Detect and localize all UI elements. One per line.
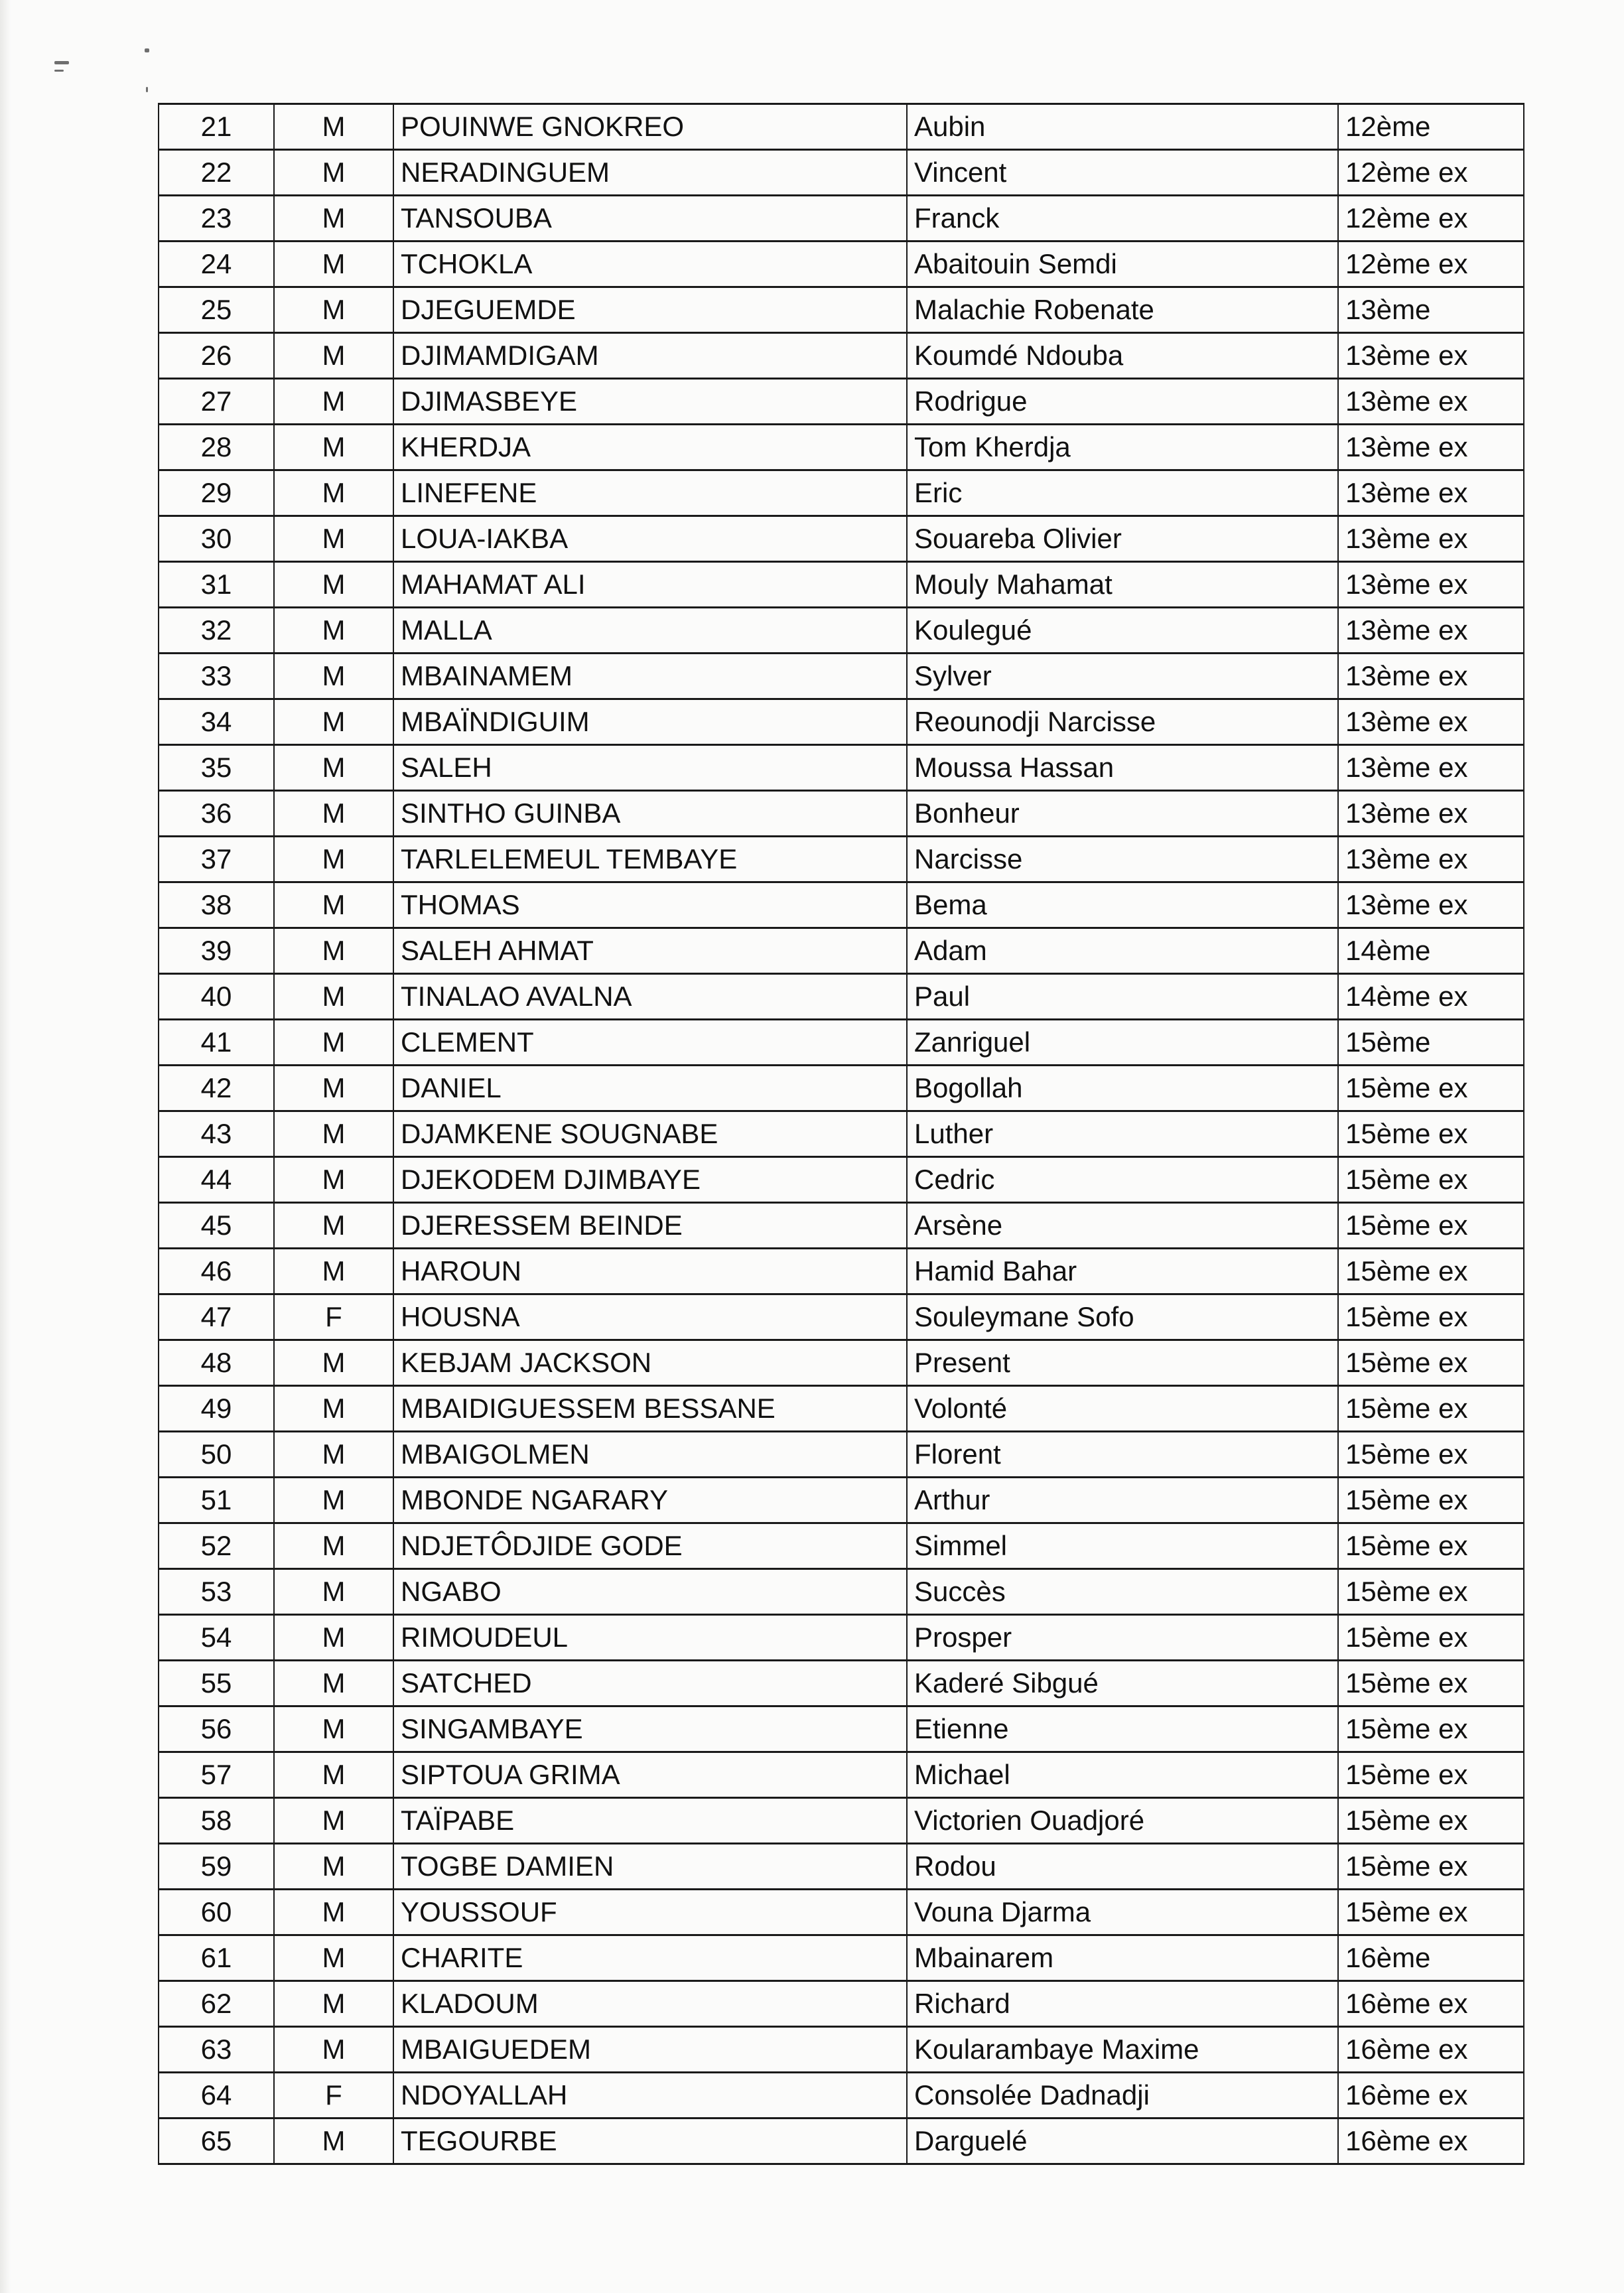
table-row (159, 1844, 1524, 1890)
table-row (159, 1157, 1524, 1203)
cell-rank: 15ème ex (1338, 1111, 1524, 1157)
cell-last-name: TOGBE DAMIEN (393, 1844, 907, 1890)
table-row (159, 104, 1524, 150)
cell-first-name: Victorien Ouadjoré (907, 1798, 1338, 1844)
table-row (159, 150, 1524, 196)
cell-rank: 13ème ex (1338, 791, 1524, 837)
cell-number: 27 (159, 379, 274, 425)
cell-number: 65 (159, 2119, 274, 2164)
cell-rank: 16ème (1338, 1935, 1524, 1981)
table-row (159, 882, 1524, 928)
cell-rank: 16ème ex (1338, 1981, 1524, 2027)
cell-rank: 15ème ex (1338, 1752, 1524, 1798)
cell-rank: 12ème ex (1338, 196, 1524, 242)
cell-number: 61 (159, 1935, 274, 1981)
scan-speck (146, 87, 148, 92)
cell-number: 24 (159, 242, 274, 287)
cell-rank: 13ème ex (1338, 654, 1524, 699)
cell-last-name: YOUSSOUF (393, 1890, 907, 1935)
cell-sex: M (274, 516, 393, 562)
cell-first-name: Eric (907, 470, 1338, 516)
cell-sex: M (274, 608, 393, 654)
table-row (159, 287, 1524, 333)
table-row (159, 470, 1524, 516)
cell-last-name: NERADINGUEM (393, 150, 907, 196)
cell-rank: 15ème ex (1338, 1661, 1524, 1706)
table-row (159, 1706, 1524, 1752)
cell-number: 46 (159, 1249, 274, 1294)
cell-sex: M (274, 1020, 393, 1066)
cell-last-name: TARLELEMEUL TEMBAYE (393, 837, 907, 882)
table-row (159, 1249, 1524, 1294)
cell-last-name: SINTHO GUINBA (393, 791, 907, 837)
cell-sex: M (274, 1386, 393, 1432)
cell-sex: M (274, 1752, 393, 1798)
cell-number: 55 (159, 1661, 274, 1706)
cell-rank: 15ème ex (1338, 1478, 1524, 1523)
cell-number: 37 (159, 837, 274, 882)
cell-last-name: TCHOKLA (393, 242, 907, 287)
cell-number: 34 (159, 699, 274, 745)
cell-number: 28 (159, 425, 274, 470)
cell-number: 51 (159, 1478, 274, 1523)
cell-number: 26 (159, 333, 274, 379)
cell-last-name: LINEFENE (393, 470, 907, 516)
cell-first-name: Narcisse (907, 837, 1338, 882)
cell-last-name: MBAÏNDIGUIM (393, 699, 907, 745)
cell-last-name: KLADOUM (393, 1981, 907, 2027)
cell-sex: M (274, 470, 393, 516)
cell-last-name: MBONDE NGARARY (393, 1478, 907, 1523)
cell-last-name: MBAIDIGUESSEM BESSANE (393, 1386, 907, 1432)
cell-rank: 13ème ex (1338, 333, 1524, 379)
cell-number: 29 (159, 470, 274, 516)
table-row (159, 425, 1524, 470)
cell-sex: M (274, 333, 393, 379)
table-row (159, 1066, 1524, 1111)
cell-sex: M (274, 1478, 393, 1523)
cell-sex: F (274, 2073, 393, 2119)
cell-rank: 15ème ex (1338, 1615, 1524, 1661)
table-row (159, 654, 1524, 699)
cell-last-name: MBAINAMEM (393, 654, 907, 699)
table-row (159, 1569, 1524, 1615)
cell-first-name: Sylver (907, 654, 1338, 699)
cell-sex: M (274, 1615, 393, 1661)
cell-first-name: Koumdé Ndouba (907, 333, 1338, 379)
scan-edge-shadow (0, 0, 11, 2293)
cell-rank: 15ème ex (1338, 1066, 1524, 1111)
cell-sex: M (274, 379, 393, 425)
cell-sex: M (274, 928, 393, 974)
cell-rank: 16ème ex (1338, 2027, 1524, 2073)
cell-rank: 15ème ex (1338, 1569, 1524, 1615)
cell-last-name: HAROUN (393, 1249, 907, 1294)
cell-rank: 15ème ex (1338, 1706, 1524, 1752)
cell-sex: M (274, 1157, 393, 1203)
cell-first-name: Mbainarem (907, 1935, 1338, 1981)
table-row (159, 1523, 1524, 1569)
cell-number: 41 (159, 1020, 274, 1066)
cell-rank: 15ème ex (1338, 1432, 1524, 1478)
table-row (159, 1661, 1524, 1706)
cell-sex: M (274, 974, 393, 1020)
cell-first-name: Volonté (907, 1386, 1338, 1432)
cell-number: 50 (159, 1432, 274, 1478)
cell-first-name: Aubin (907, 104, 1338, 150)
cell-rank: 15ème ex (1338, 1798, 1524, 1844)
table-row (159, 1890, 1524, 1935)
cell-number: 59 (159, 1844, 274, 1890)
cell-first-name: Consolée Dadnadji (907, 2073, 1338, 2119)
cell-rank: 15ème ex (1338, 1294, 1524, 1340)
cell-sex: M (274, 1249, 393, 1294)
cell-sex: M (274, 1844, 393, 1890)
cell-number: 36 (159, 791, 274, 837)
cell-rank: 15ème ex (1338, 1890, 1524, 1935)
cell-sex: M (274, 425, 393, 470)
cell-rank: 12ème ex (1338, 150, 1524, 196)
cell-rank: 15ème ex (1338, 1203, 1524, 1249)
cell-sex: M (274, 150, 393, 196)
cell-number: 42 (159, 1066, 274, 1111)
cell-last-name: MBAIGUEDEM (393, 2027, 907, 2073)
cell-sex: M (274, 562, 393, 608)
cell-number: 57 (159, 1752, 274, 1798)
cell-first-name: Souleymane Sofo (907, 1294, 1338, 1340)
cell-number: 49 (159, 1386, 274, 1432)
cell-first-name: Hamid Bahar (907, 1249, 1338, 1294)
cell-first-name: Tom Kherdja (907, 425, 1338, 470)
cell-rank: 13ème ex (1338, 837, 1524, 882)
cell-sex: M (274, 242, 393, 287)
cell-last-name: DANIEL (393, 1066, 907, 1111)
cell-sex: M (274, 1981, 393, 2027)
cell-first-name: Vincent (907, 150, 1338, 196)
cell-first-name: Richard (907, 1981, 1338, 2027)
cell-rank: 13ème (1338, 287, 1524, 333)
cell-last-name: HOUSNA (393, 1294, 907, 1340)
cell-sex: M (274, 287, 393, 333)
cell-last-name: DJERESSEM BEINDE (393, 1203, 907, 1249)
cell-last-name: MALLA (393, 608, 907, 654)
cell-last-name: RIMOUDEUL (393, 1615, 907, 1661)
cell-sex: M (274, 1523, 393, 1569)
cell-sex: M (274, 2027, 393, 2073)
scan-speck (145, 48, 149, 52)
cell-first-name: Simmel (907, 1523, 1338, 1569)
cell-number: 64 (159, 2073, 274, 2119)
cell-sex: M (274, 699, 393, 745)
cell-first-name: Kaderé Sibgué (907, 1661, 1338, 1706)
cell-number: 54 (159, 1615, 274, 1661)
cell-rank: 15ème ex (1338, 1844, 1524, 1890)
table-row (159, 699, 1524, 745)
cell-rank: 13ème ex (1338, 425, 1524, 470)
table-row (159, 1111, 1524, 1157)
cell-number: 48 (159, 1340, 274, 1386)
cell-last-name: KHERDJA (393, 425, 907, 470)
cell-last-name: SATCHED (393, 1661, 907, 1706)
cell-number: 52 (159, 1523, 274, 1569)
cell-first-name: Adam (907, 928, 1338, 974)
cell-last-name: MAHAMAT ALI (393, 562, 907, 608)
cell-first-name: Michael (907, 1752, 1338, 1798)
cell-sex: M (274, 196, 393, 242)
cell-rank: 13ème ex (1338, 882, 1524, 928)
cell-sex: M (274, 791, 393, 837)
cell-number: 56 (159, 1706, 274, 1752)
cell-rank: 13ème ex (1338, 699, 1524, 745)
cell-first-name: Etienne (907, 1706, 1338, 1752)
table-row (159, 837, 1524, 882)
cell-sex: M (274, 2119, 393, 2164)
cell-number: 32 (159, 608, 274, 654)
cell-sex: F (274, 1294, 393, 1340)
cell-rank: 15ème ex (1338, 1340, 1524, 1386)
cell-rank: 15ème ex (1338, 1157, 1524, 1203)
cell-last-name: POUINWE GNOKREO (393, 104, 907, 150)
cell-sex: M (274, 1111, 393, 1157)
cell-sex: M (274, 104, 393, 150)
cell-last-name: CLEMENT (393, 1020, 907, 1066)
cell-number: 43 (159, 1111, 274, 1157)
cell-number: 62 (159, 1981, 274, 2027)
cell-last-name: CHARITE (393, 1935, 907, 1981)
table-row (159, 2119, 1524, 2164)
cell-rank: 13ème ex (1338, 562, 1524, 608)
table-row (159, 1615, 1524, 1661)
cell-first-name: Bema (907, 882, 1338, 928)
table-row (159, 745, 1524, 791)
cell-number: 33 (159, 654, 274, 699)
cell-last-name: SINGAMBAYE (393, 1706, 907, 1752)
cell-rank: 16ème ex (1338, 2119, 1524, 2164)
table-row (159, 928, 1524, 974)
cell-number: 53 (159, 1569, 274, 1615)
cell-sex: M (274, 1798, 393, 1844)
cell-rank: 13ème ex (1338, 745, 1524, 791)
cell-number: 31 (159, 562, 274, 608)
cell-first-name: Souareba Olivier (907, 516, 1338, 562)
cell-rank: 15ème (1338, 1020, 1524, 1066)
cell-first-name: Moussa Hassan (907, 745, 1338, 791)
cell-first-name: Reounodji Narcisse (907, 699, 1338, 745)
table-row (159, 1798, 1524, 1844)
cell-first-name: Darguelé (907, 2119, 1338, 2164)
cell-last-name: LOUA-IAKBA (393, 516, 907, 562)
cell-last-name: SIPTOUA GRIMA (393, 1752, 907, 1798)
cell-last-name: TAÏPABE (393, 1798, 907, 1844)
cell-first-name: Arthur (907, 1478, 1338, 1523)
cell-rank: 15ème ex (1338, 1386, 1524, 1432)
cell-last-name: DJIMASBEYE (393, 379, 907, 425)
cell-first-name: Bonheur (907, 791, 1338, 837)
cell-number: 35 (159, 745, 274, 791)
table-row (159, 333, 1524, 379)
cell-last-name: SALEH AHMAT (393, 928, 907, 974)
cell-number: 39 (159, 928, 274, 974)
table-row (159, 379, 1524, 425)
cell-first-name: Succès (907, 1569, 1338, 1615)
cell-number: 21 (159, 104, 274, 150)
table-row (159, 1935, 1524, 1981)
cell-last-name: NGABO (393, 1569, 907, 1615)
cell-number: 40 (159, 974, 274, 1020)
cell-number: 38 (159, 882, 274, 928)
cell-rank: 15ème ex (1338, 1249, 1524, 1294)
cell-first-name: Abaitouin Semdi (907, 242, 1338, 287)
table-row (159, 1294, 1524, 1340)
table-row (159, 1432, 1524, 1478)
cell-first-name: Koulegué (907, 608, 1338, 654)
cell-first-name: Mouly Mahamat (907, 562, 1338, 608)
table-row (159, 242, 1524, 287)
cell-first-name: Zanriguel (907, 1020, 1338, 1066)
table-row (159, 196, 1524, 242)
cell-last-name: DJAMKENE SOUGNABE (393, 1111, 907, 1157)
cell-sex: M (274, 1432, 393, 1478)
cell-sex: M (274, 1890, 393, 1935)
cell-rank: 14ème (1338, 928, 1524, 974)
cell-last-name: SALEH (393, 745, 907, 791)
cell-rank: 12ème ex (1338, 242, 1524, 287)
table-row (159, 791, 1524, 837)
cell-last-name: DJIMAMDIGAM (393, 333, 907, 379)
cell-last-name: NDJETÔDJIDE GODE (393, 1523, 907, 1569)
cell-first-name: Franck (907, 196, 1338, 242)
cell-sex: M (274, 1066, 393, 1111)
cell-rank: 13ème ex (1338, 470, 1524, 516)
cell-last-name: DJEGUEMDE (393, 287, 907, 333)
cell-number: 45 (159, 1203, 274, 1249)
cell-sex: M (274, 837, 393, 882)
cell-sex: M (274, 1935, 393, 1981)
cell-rank: 13ème ex (1338, 516, 1524, 562)
cell-number: 44 (159, 1157, 274, 1203)
cell-sex: M (274, 882, 393, 928)
cell-number: 23 (159, 196, 274, 242)
cell-last-name: DJEKODEM DJIMBAYE (393, 1157, 907, 1203)
cell-number: 25 (159, 287, 274, 333)
table-row (159, 2027, 1524, 2073)
cell-last-name: TEGOURBE (393, 2119, 907, 2164)
cell-first-name: Arsène (907, 1203, 1338, 1249)
table-row (159, 1752, 1524, 1798)
cell-rank: 15ème ex (1338, 1523, 1524, 1569)
table-row (159, 516, 1524, 562)
cell-last-name: KEBJAM JACKSON (393, 1340, 907, 1386)
table-row (159, 1478, 1524, 1523)
table-row (159, 1386, 1524, 1432)
cell-first-name: Present (907, 1340, 1338, 1386)
cell-number: 47 (159, 1294, 274, 1340)
cell-rank: 16ème ex (1338, 2073, 1524, 2119)
cell-first-name: Koularambaye Maxime (907, 2027, 1338, 2073)
cell-sex: M (274, 1340, 393, 1386)
cell-first-name: Cedric (907, 1157, 1338, 1203)
cell-sex: M (274, 1569, 393, 1615)
table-row (159, 2073, 1524, 2119)
cell-sex: M (274, 1661, 393, 1706)
table-row (159, 1981, 1524, 2027)
cell-last-name: TINALAO AVALNA (393, 974, 907, 1020)
scan-speck (54, 70, 64, 72)
cell-number: 60 (159, 1890, 274, 1935)
cell-sex: M (274, 1203, 393, 1249)
cell-rank: 14ème ex (1338, 974, 1524, 1020)
table-row (159, 562, 1524, 608)
cell-first-name: Luther (907, 1111, 1338, 1157)
cell-first-name: Florent (907, 1432, 1338, 1478)
cell-number: 58 (159, 1798, 274, 1844)
cell-rank: 13ème ex (1338, 379, 1524, 425)
cell-last-name: THOMAS (393, 882, 907, 928)
cell-first-name: Bogollah (907, 1066, 1338, 1111)
cell-first-name: Paul (907, 974, 1338, 1020)
scan-speck (54, 61, 69, 64)
cell-rank: 13ème ex (1338, 608, 1524, 654)
table-row (159, 1203, 1524, 1249)
cell-number: 30 (159, 516, 274, 562)
table-row (159, 608, 1524, 654)
cell-last-name: MBAIGOLMEN (393, 1432, 907, 1478)
table-row (159, 974, 1524, 1020)
table-row (159, 1020, 1524, 1066)
cell-first-name: Prosper (907, 1615, 1338, 1661)
cell-first-name: Rodou (907, 1844, 1338, 1890)
cell-rank: 12ème (1338, 104, 1524, 150)
cell-number: 63 (159, 2027, 274, 2073)
cell-sex: M (274, 654, 393, 699)
cell-sex: M (274, 745, 393, 791)
roster-table-body (159, 104, 1524, 2164)
cell-last-name: NDOYALLAH (393, 2073, 907, 2119)
table-row (159, 1340, 1524, 1386)
cell-sex: M (274, 1706, 393, 1752)
cell-number: 22 (159, 150, 274, 196)
roster-table (158, 103, 1524, 2165)
cell-first-name: Rodrigue (907, 379, 1338, 425)
cell-first-name: Vouna Djarma (907, 1890, 1338, 1935)
cell-last-name: TANSOUBA (393, 196, 907, 242)
cell-first-name: Malachie Robenate (907, 287, 1338, 333)
